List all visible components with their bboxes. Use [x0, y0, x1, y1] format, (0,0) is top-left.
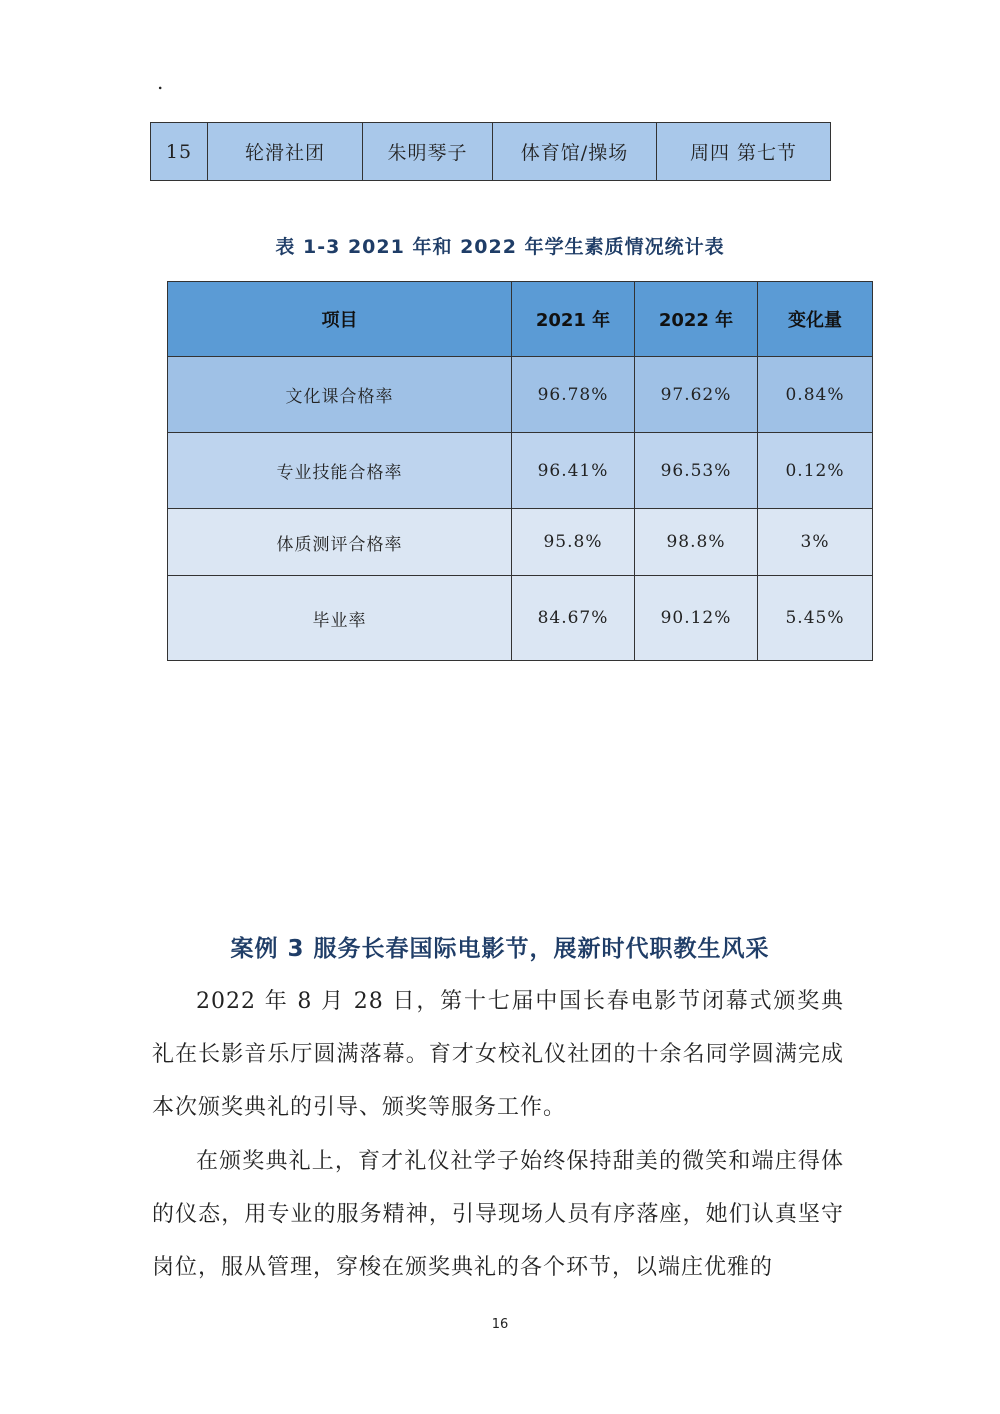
value-2021: 96.78%: [512, 357, 635, 433]
value-2021: 95.8%: [512, 509, 635, 576]
header-2022: 2022 年: [635, 282, 758, 357]
row-label: 毕业率: [168, 576, 512, 661]
table-row: [168, 357, 873, 433]
value-change: 0.84%: [758, 357, 873, 433]
value-2022: 97.62%: [635, 357, 758, 433]
value-2022: 98.8%: [635, 509, 758, 576]
table-row: [168, 509, 873, 576]
row-label: 文化课合格率: [168, 357, 512, 433]
body-paragraph: 2022 年 8 月 28 日，第十七届中国长春电影节闭幕式颁奖典礼在长影音乐厅圆满落幕。育才女校礼仪社团的十余名同学圆满完成本次颁奖典礼的引导、颁奖等服务工作。: [152, 989, 844, 1120]
table-row: [151, 123, 831, 181]
header-item: 项目: [168, 282, 512, 357]
table-caption: 表 1-3 2021 年和 2022 年学生素质情况统计表: [275, 236, 725, 258]
table-header-row: [168, 282, 873, 357]
row-label: 体质测评合格率: [168, 509, 512, 576]
row-label: 专业技能合格率: [168, 433, 512, 509]
value-change: 0.12%: [758, 433, 873, 509]
value-change: 3%: [758, 509, 873, 576]
header-change: 变化量: [758, 282, 873, 357]
page-number: 16: [491, 1317, 509, 1332]
club-time-cell: 周四 第七节: [657, 123, 831, 181]
value-2022: 90.12%: [635, 576, 758, 661]
club-teacher-cell: 朱明琴子: [363, 123, 493, 181]
club-number-cell: 15: [151, 123, 208, 181]
student-quality-table: [167, 281, 873, 661]
value-2021: 84.67%: [512, 576, 635, 661]
value-change: 5.45%: [758, 576, 873, 661]
club-venue-cell: 体育馆/操场: [493, 123, 657, 181]
table-row: [168, 576, 873, 661]
body-paragraph: 在颁奖典礼上，育才礼仪社学子始终保持甜美的微笑和端庄得体的仪态，用专业的服务精神，引导现场人员有序落座，她们认真坚守岗位，服从管理，穿梭在颁奖典礼的各个环节，以端庄优雅的: [152, 1149, 844, 1280]
value-2022: 96.53%: [635, 433, 758, 509]
page-marker: .: [157, 70, 164, 94]
header-2021: 2021 年: [512, 282, 635, 357]
club-schedule-table: [150, 122, 831, 181]
table-row: [168, 433, 873, 509]
value-2021: 96.41%: [512, 433, 635, 509]
case-title: 案例 3 服务长春国际电影节，展新时代职教生风采: [230, 936, 770, 962]
club-name-cell: 轮滑社团: [208, 123, 363, 181]
